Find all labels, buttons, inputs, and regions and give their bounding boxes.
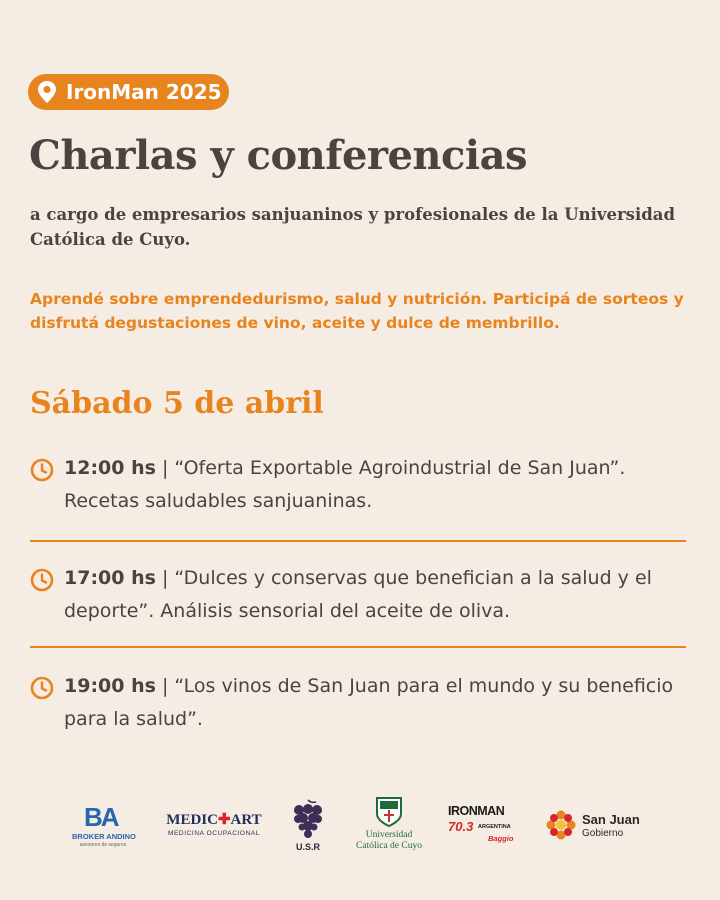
broker-andino-logo — [72, 802, 134, 854]
clock-icon — [30, 458, 54, 482]
usr-logo — [290, 798, 326, 856]
schedule-separator: | — [155, 567, 175, 589]
broker-logo-name: BROKER ANDINO — [72, 832, 136, 841]
schedule-description: “Los vinos de San Juan para el mundo y su beneficio para la salud”. — [64, 675, 674, 730]
divider — [30, 540, 686, 542]
san-juan-logo-name: San Juan — [582, 812, 640, 827]
ironman-logo-brand: IRONMAN — [448, 804, 505, 818]
schedule-item — [30, 670, 690, 736]
medicart-logo-name — [164, 810, 264, 829]
university-shield-icon — [375, 796, 403, 828]
event-date: Sábado 5 de abril — [30, 386, 324, 421]
clock-icon — [30, 676, 54, 700]
event-badge — [28, 74, 229, 110]
medicart-logo — [164, 810, 264, 850]
ironman-logo-sponsor: Baggio — [488, 834, 514, 843]
schedule-time: 19:00 hs — [64, 675, 156, 697]
ucc-logo — [352, 796, 426, 858]
subtitle: a cargo de empresarios sanjuaninos y profesionales de la Universidad Católica de Cuyo. — [30, 205, 675, 249]
badge-label: IronMan 2025 — [66, 80, 222, 104]
medicart-name-a: MEDIC — [166, 812, 218, 828]
medicart-name-b: ART — [230, 812, 262, 828]
schedule-item — [30, 452, 690, 518]
medicart-logo-tagline: MEDICINA OCUPACIONAL — [167, 830, 261, 837]
ironman-logo-country: ARGENTINA — [478, 824, 511, 830]
highlight-text: Aprendé sobre emprendedurismo, salud y nutrición. Participá de sorteos y disfrutá degustaciones de vino, aceite y dulce de membrillo. — [30, 290, 684, 332]
ironman-logo-race: 70.3 — [448, 819, 474, 834]
broker-logo-tagline: asesores de seguros — [79, 842, 127, 848]
schedule-separator: | — [155, 675, 175, 697]
page-title: Charlas y conferencias — [29, 132, 528, 179]
divider — [30, 646, 686, 648]
broker-logo-mark: BA — [84, 802, 118, 832]
schedule-time: 12:00 hs — [64, 457, 156, 479]
schedule-description: “Oferta Exportable Agroindustrial de San Juan”. Recetas saludables sanjuaninas. — [64, 457, 626, 512]
san-juan-gobierno-logo — [546, 808, 646, 844]
schedule-text — [64, 452, 690, 518]
ucc-logo-line1: Universidad — [365, 830, 413, 840]
location-pin-icon — [36, 80, 58, 104]
usr-logo-name: U.S.R — [295, 842, 320, 852]
ucc-logo-line2: Católica de Cuyo — [356, 841, 422, 851]
clock-icon — [30, 568, 54, 592]
schedule-separator: | — [155, 457, 175, 479]
grapes-icon — [290, 798, 326, 840]
schedule-time: 17:00 hs — [64, 567, 156, 589]
schedule-text — [64, 670, 690, 736]
schedule-description: “Dulces y conservas que benefician a la salud y el deporte”. Análisis sensorial del aceite de oliva. — [64, 567, 652, 622]
sponsor-logos — [0, 790, 720, 860]
schedule-text — [64, 562, 690, 628]
ironman-logo — [448, 804, 520, 852]
medical-cross-icon: ✚ — [217, 812, 231, 828]
sun-flower-icon — [546, 810, 576, 840]
schedule-item — [30, 562, 690, 628]
san-juan-logo-sub: Gobierno — [582, 828, 624, 839]
